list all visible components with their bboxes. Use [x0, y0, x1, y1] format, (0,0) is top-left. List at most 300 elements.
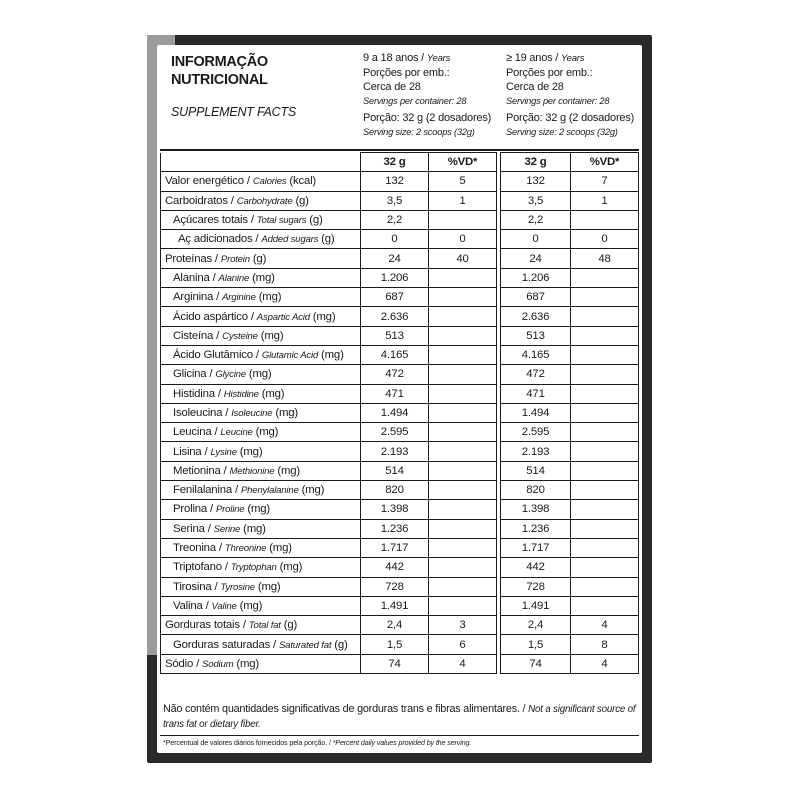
- nutrient-name-cell: [161, 519, 361, 538]
- footer-note-pt: Não contém quantidades significativas de gorduras trans e fibras alimentares.: [163, 703, 520, 715]
- separator: /: [222, 407, 232, 419]
- nutrient-name-pt: Cisteína: [173, 329, 214, 342]
- table-row: [161, 249, 497, 268]
- table-row: [501, 423, 639, 442]
- daily-value-cell: 5: [429, 172, 497, 191]
- nutrient-unit: (mg): [252, 271, 275, 284]
- table-row: [501, 345, 639, 364]
- amount-cell: 1,5: [361, 635, 429, 654]
- amount-cell: 471: [361, 384, 429, 403]
- daily-value-cell: [571, 481, 639, 500]
- nutrient-name-pt: Metionina: [173, 464, 221, 477]
- table-row: [161, 558, 497, 577]
- separator: /: [209, 271, 219, 284]
- amount-cell: 1.494: [501, 403, 571, 422]
- daily-value-cell: [571, 326, 639, 345]
- separator: /: [202, 599, 212, 612]
- amount-cell: 1.491: [361, 596, 429, 615]
- nutrient-name-cell: [161, 403, 361, 422]
- nutrient-unit: (mg): [277, 464, 301, 477]
- nutrient-name-pt: Leucina: [173, 426, 212, 439]
- serving-size-en: Serving size: 2 scoops (32g): [363, 127, 475, 137]
- nutrient-name-pt: Fenilalanina: [173, 484, 233, 497]
- nutrient-name-cell: [161, 384, 361, 403]
- separator: /: [221, 561, 231, 574]
- separator: /: [206, 368, 216, 381]
- daily-value-cell: [429, 210, 497, 229]
- amount-cell: 2.636: [361, 307, 429, 326]
- table-row: [161, 596, 497, 615]
- amount-cell: 132: [501, 172, 571, 191]
- amount-cell: 442: [501, 558, 571, 577]
- nutrient-name-en: Added sugars: [261, 234, 319, 246]
- daily-value-cell: [571, 461, 639, 480]
- nutrient-unit: (mg): [260, 329, 284, 342]
- daily-value-cell: 4: [571, 654, 639, 673]
- daily-value-cell: [429, 288, 497, 307]
- nutrient-name-cell: [161, 635, 361, 654]
- nutrient-name-en: Alanine: [218, 272, 250, 284]
- nutrient-name-cell: [161, 654, 361, 673]
- nutrient-name-en: Tyrosine: [220, 581, 255, 593]
- amount-cell: 472: [501, 365, 571, 384]
- amount-cell: 1.206: [361, 268, 429, 287]
- nutrient-unit: (mg): [269, 542, 292, 555]
- amount-cell: 24: [501, 249, 571, 268]
- table-row: [161, 384, 497, 403]
- daily-value-cell: 8: [571, 635, 639, 654]
- nutrient-name-en: Sodium: [202, 658, 234, 670]
- daily-value-cell: 40: [429, 249, 497, 268]
- nutrient-name-cell: [161, 538, 361, 557]
- nutrient-unit: (g): [283, 619, 298, 632]
- nutrient-name-en: Methionine: [229, 465, 275, 477]
- nutrient-name-cell: [161, 191, 361, 210]
- servings-en: Servings per container: 28: [506, 96, 610, 106]
- nutrient-unit: (mg): [239, 445, 263, 458]
- nutrient-name-cell: [161, 500, 361, 519]
- amount-cell: 2,2: [361, 210, 429, 229]
- daily-value-cell: 6: [429, 635, 497, 654]
- column-header-dv: %VD*: [571, 153, 639, 172]
- nutrient-name-pt: Treonina: [173, 542, 216, 555]
- daily-value-cell: [571, 577, 639, 596]
- daily-value-cell: 48: [571, 249, 639, 268]
- daily-value-cell: [429, 384, 497, 403]
- daily-value-cell: [571, 558, 639, 577]
- amount-cell: 1.236: [501, 519, 571, 538]
- nutrient-unit: (mg): [279, 561, 303, 574]
- serving-size-en: Serving size: 2 scoops (32g): [506, 127, 618, 137]
- nutrient-name-cell: [161, 481, 361, 500]
- table-row: [161, 538, 497, 557]
- amount-cell: 1.491: [501, 596, 571, 615]
- table-row: [501, 403, 639, 422]
- table-row: [161, 423, 497, 442]
- amount-cell: 1.398: [361, 500, 429, 519]
- table-row: [161, 326, 497, 345]
- amount-cell: 74: [361, 654, 429, 673]
- age-range: 9 a 18 anos: [363, 52, 419, 64]
- amount-cell: 4.165: [361, 345, 429, 364]
- nutrient-name-cell: [161, 230, 361, 249]
- nutrient-unit: (mg): [301, 484, 325, 497]
- daily-value-cell: [571, 365, 639, 384]
- daily-value-cell: [571, 423, 639, 442]
- separator: /: [252, 349, 262, 362]
- portions-label: Porções por emb.:: [363, 67, 450, 79]
- amount-cell: 2,2: [501, 210, 571, 229]
- nutrient-unit: (g): [334, 638, 348, 651]
- age-range-en: Years: [561, 53, 585, 64]
- nutrient-unit: (mg): [258, 291, 282, 304]
- footer-daily-value-note: *Percentual de valores diários fornecidos pela porção. / *Percent daily values provided by the serving.: [163, 738, 472, 747]
- table-row: [501, 307, 639, 326]
- nutrient-name-pt: Aç adicionados: [178, 233, 253, 246]
- table-row: [501, 538, 639, 557]
- nutrient-name-en: Total fat: [248, 620, 281, 632]
- table-row: [501, 481, 639, 500]
- daily-value-cell: [429, 442, 497, 461]
- nutrient-name-cell: [161, 461, 361, 480]
- separator: /: [252, 233, 262, 246]
- nutrition-table-19-plus: [500, 152, 639, 674]
- nutrient-name-en: Leucine: [220, 427, 253, 439]
- separator: /: [247, 310, 257, 323]
- amount-cell: 3,5: [361, 191, 429, 210]
- age-range: ≥ 19 anos: [506, 52, 553, 64]
- nutrient-name-pt: Proteínas: [165, 252, 212, 265]
- nutrient-name-pt: Ácido aspártico: [173, 310, 248, 323]
- daily-value-cell: [571, 500, 639, 519]
- footer-pct-pt: *Percentual de valores diários fornecidos pela porção.: [163, 738, 328, 747]
- title-line-2: NUTRICIONAL: [171, 72, 268, 88]
- age-range-en: Years: [426, 53, 451, 64]
- daily-value-cell: [429, 596, 497, 615]
- table-row: [501, 616, 639, 635]
- daily-value-cell: [571, 442, 639, 461]
- daily-value-cell: 0: [429, 230, 497, 249]
- nutrient-name-pt: Sódio: [165, 657, 194, 670]
- footer-pct-en: *Percent daily values provided by the serving.: [332, 738, 472, 747]
- amount-cell: 513: [361, 326, 429, 345]
- nutrient-name-en: Serine: [213, 523, 241, 535]
- nutrient-name-cell: [161, 172, 361, 191]
- daily-value-cell: [429, 326, 497, 345]
- servings-en: Servings per container: 28: [363, 96, 467, 106]
- subtitle: SUPPLEMENT FACTS: [171, 105, 297, 119]
- daily-value-cell: [429, 577, 497, 596]
- nutrition-table-9-18: [160, 152, 497, 674]
- separator: /: [220, 464, 230, 477]
- daily-value-cell: 1: [429, 191, 497, 210]
- separator: /: [232, 484, 241, 497]
- footer-note-en: Not a significant source of trans fat or dietary fiber.: [163, 704, 636, 730]
- nutrient-name-en: Tryptophan: [230, 562, 277, 574]
- amount-cell: 513: [501, 326, 571, 345]
- nutrient-name-pt: Alanina: [173, 271, 210, 284]
- amount-cell: 1.398: [501, 500, 571, 519]
- nutrient-name-cell: [161, 577, 361, 596]
- daily-value-cell: [429, 481, 497, 500]
- table-row: [501, 461, 639, 480]
- nutrient-name-en: Arginine: [222, 292, 256, 304]
- separator: /: [215, 542, 225, 555]
- nutrient-name-en: Calories: [252, 176, 287, 188]
- amount-cell: 1.717: [501, 538, 571, 557]
- nutrient-unit: (mg): [257, 580, 281, 593]
- daily-value-cell: 1: [571, 191, 639, 210]
- nutrient-name-en: Carbohydrate: [236, 195, 293, 207]
- daily-value-cell: 4: [429, 654, 497, 673]
- table-row: [501, 442, 639, 461]
- title-line-1: INFORMAÇÃO: [171, 54, 268, 70]
- table-row: [501, 654, 639, 673]
- header-blank-cell: [161, 153, 361, 172]
- nutrient-unit: (mg): [236, 657, 259, 670]
- nutrient-name-en: Lysine: [210, 446, 237, 458]
- daily-value-cell: [429, 365, 497, 384]
- amount-cell: 514: [501, 461, 571, 480]
- portions-count: Cerca de 28: [363, 81, 421, 93]
- amount-cell: 132: [361, 172, 429, 191]
- nutrient-unit: (mg): [243, 522, 266, 535]
- nutrient-name-cell: [161, 326, 361, 345]
- daily-value-cell: 3: [429, 616, 497, 635]
- daily-value-cell: [429, 345, 497, 364]
- nutrient-unit: (kcal): [289, 175, 317, 188]
- table-row: [501, 288, 639, 307]
- nutrient-unit: (g): [321, 233, 335, 246]
- amount-cell: 2.636: [501, 307, 571, 326]
- amount-cell: 687: [501, 288, 571, 307]
- separator: /: [270, 638, 279, 651]
- table-row: [501, 172, 639, 191]
- nutrient-name-cell: [161, 268, 361, 287]
- table-row: [161, 500, 497, 519]
- separator: /: [207, 503, 216, 516]
- column-header-amount: 32 g: [501, 153, 571, 172]
- table-row: [161, 519, 497, 538]
- nutrient-name-pt: Triptofano: [173, 561, 222, 574]
- table-row: [161, 365, 497, 384]
- amount-cell: 2.595: [361, 423, 429, 442]
- daily-value-cell: [571, 538, 639, 557]
- amount-cell: 514: [361, 461, 429, 480]
- daily-value-cell: [429, 268, 497, 287]
- amount-cell: 3,5: [501, 191, 571, 210]
- daily-value-cell: [429, 538, 497, 557]
- table-row: [161, 635, 497, 654]
- table-row: [501, 596, 639, 615]
- nutrient-name-pt: Isoleucina: [173, 407, 223, 419]
- amount-cell: 2,4: [501, 616, 571, 635]
- daily-value-cell: [429, 423, 497, 442]
- nutrient-name-en: Protein: [220, 253, 250, 265]
- separator: /: [214, 387, 224, 400]
- daily-value-cell: [571, 596, 639, 615]
- nutrient-name-cell: [161, 423, 361, 442]
- table-row: [501, 191, 639, 210]
- table-row: [161, 345, 497, 364]
- table-row: [501, 500, 639, 519]
- daily-value-cell: [571, 519, 639, 538]
- amount-cell: 2,4: [361, 616, 429, 635]
- nutrient-name-pt: Tirosina: [173, 580, 212, 593]
- amount-cell: 2.193: [361, 442, 429, 461]
- amount-cell: 4.165: [501, 345, 571, 364]
- daily-value-cell: [571, 345, 639, 364]
- nutrient-name-en: Threonine: [224, 543, 267, 555]
- nutrient-name-en: Aspartic Acid: [256, 311, 310, 323]
- amount-cell: 1.236: [361, 519, 429, 538]
- nutrient-unit: (mg): [239, 599, 263, 612]
- table-row: [501, 326, 639, 345]
- table-row: [501, 558, 639, 577]
- table-row: [161, 230, 497, 249]
- nutrient-name-cell: [161, 365, 361, 384]
- portions-count: Cerca de 28: [506, 81, 564, 93]
- nutrient-unit: (g): [295, 194, 309, 207]
- nutrient-name-cell: [161, 558, 361, 577]
- nutrient-name-cell: [161, 249, 361, 268]
- amount-cell: 687: [361, 288, 429, 307]
- nutrient-name-en: Valine: [211, 600, 237, 612]
- table-row: [161, 577, 497, 596]
- separator: /: [213, 291, 223, 304]
- amount-cell: 728: [501, 577, 571, 596]
- daily-value-cell: 4: [571, 616, 639, 635]
- table-row: [501, 635, 639, 654]
- daily-value-cell: [571, 307, 639, 326]
- nutrient-name-cell: [161, 288, 361, 307]
- daily-value-cell: [571, 268, 639, 287]
- separator: /: [243, 175, 253, 188]
- amount-cell: 1.494: [361, 403, 429, 422]
- table-row: [501, 230, 639, 249]
- table-row: [161, 403, 497, 422]
- nutrient-name-en: Saturated fat: [278, 639, 332, 651]
- table-row: [501, 365, 639, 384]
- amount-cell: 1,5: [501, 635, 571, 654]
- nutrient-unit: (mg): [247, 503, 271, 516]
- nutrient-unit: (mg): [312, 310, 336, 323]
- separator: /: [247, 214, 257, 227]
- nutrient-name-en: Glycine: [215, 369, 246, 381]
- header-divider: [160, 149, 639, 151]
- nutrient-name-pt: Histidina: [173, 387, 215, 400]
- amount-cell: 472: [361, 365, 429, 384]
- separator: /: [193, 657, 203, 670]
- portion-size: Porção: 32 g (2 dosadores): [363, 112, 492, 124]
- nutrient-name-en: Isoleucine: [231, 408, 273, 419]
- separator: /: [227, 194, 237, 207]
- daily-value-cell: [429, 500, 497, 519]
- nutrient-unit: (mg): [248, 368, 272, 381]
- amount-cell: 820: [361, 481, 429, 500]
- nutrient-name-pt: Prolina: [173, 503, 208, 516]
- nutrient-unit: (mg): [275, 407, 298, 419]
- daily-value-cell: 0: [571, 230, 639, 249]
- table-row: [161, 268, 497, 287]
- nutrient-name-cell: [161, 345, 361, 364]
- daily-value-cell: [571, 384, 639, 403]
- nutrient-name-pt: Gorduras saturadas: [173, 638, 271, 651]
- header-column-2: ≥ 19 anos / Years Porções por emb.: Cerca de 28 Servings per container: 28 Porção: 32 g (2 dosadores) Serving size: 2 scoops (32g): [506, 52, 635, 137]
- portions-label: Porções por emb.:: [506, 67, 593, 79]
- separator: /: [204, 522, 214, 535]
- nutrient-unit: (mg): [321, 349, 344, 362]
- nutrient-name-pt: Gorduras totais: [165, 619, 240, 632]
- amount-cell: 1.206: [501, 268, 571, 287]
- separator: /: [213, 329, 223, 342]
- daily-value-cell: [571, 403, 639, 422]
- table-row: [161, 172, 497, 191]
- nutrient-name-pt: Valor energético: [165, 175, 244, 188]
- footer-divider: [160, 735, 639, 736]
- separator: /: [201, 445, 211, 458]
- nutrient-name-cell: [161, 210, 361, 229]
- table-row: [501, 249, 639, 268]
- amount-cell: 442: [361, 558, 429, 577]
- column-header-amount: 32 g: [361, 153, 429, 172]
- nutrient-name-pt: Valina: [173, 599, 203, 612]
- table-row: [161, 654, 497, 673]
- nutrient-name-en: Phenylalanine: [240, 485, 299, 497]
- table-row: [161, 210, 497, 229]
- nutrient-name-en: Glutamic Acid: [261, 350, 319, 362]
- amount-cell: 24: [361, 249, 429, 268]
- table-row: [161, 616, 497, 635]
- nutrient-name-pt: Ácido Glutâmico: [173, 349, 253, 362]
- separator: /: [211, 580, 221, 593]
- table-header-row: [161, 153, 497, 172]
- nutrient-name-cell: [161, 307, 361, 326]
- amount-cell: 471: [501, 384, 571, 403]
- amount-cell: 0: [361, 230, 429, 249]
- separator: /: [239, 619, 249, 632]
- nutrient-unit: (g): [252, 252, 267, 265]
- table-row: [501, 268, 639, 287]
- daily-value-cell: [429, 403, 497, 422]
- nutrient-name-cell: [161, 616, 361, 635]
- nutrient-unit: (mg): [255, 426, 279, 439]
- separator: /: [211, 426, 221, 439]
- table-row: [501, 210, 639, 229]
- table-row: [161, 288, 497, 307]
- nutrient-name-pt: Açúcares totais: [173, 214, 248, 227]
- nutrient-name-en: Proline: [215, 504, 245, 516]
- nutrient-unit: (mg): [261, 387, 285, 400]
- nutrient-name-en: Cysteine: [222, 330, 258, 342]
- portion-size: Porção: 32 g (2 dosadores): [506, 112, 635, 124]
- table-row: [501, 384, 639, 403]
- table-header-row: [501, 153, 639, 172]
- amount-cell: 1.717: [361, 538, 429, 557]
- daily-value-cell: [429, 461, 497, 480]
- table-row: [161, 307, 497, 326]
- table-row: [501, 519, 639, 538]
- table-row: [501, 577, 639, 596]
- daily-value-cell: [429, 558, 497, 577]
- nutrient-name-pt: Glicina: [173, 368, 207, 381]
- table-row: [161, 481, 497, 500]
- amount-cell: 2.193: [501, 442, 571, 461]
- nutrient-name-pt: Arginina: [173, 291, 214, 304]
- nutrient-name-en: Total sugars: [256, 215, 307, 227]
- nutrient-name-pt: Lisina: [173, 445, 202, 458]
- amount-cell: 820: [501, 481, 571, 500]
